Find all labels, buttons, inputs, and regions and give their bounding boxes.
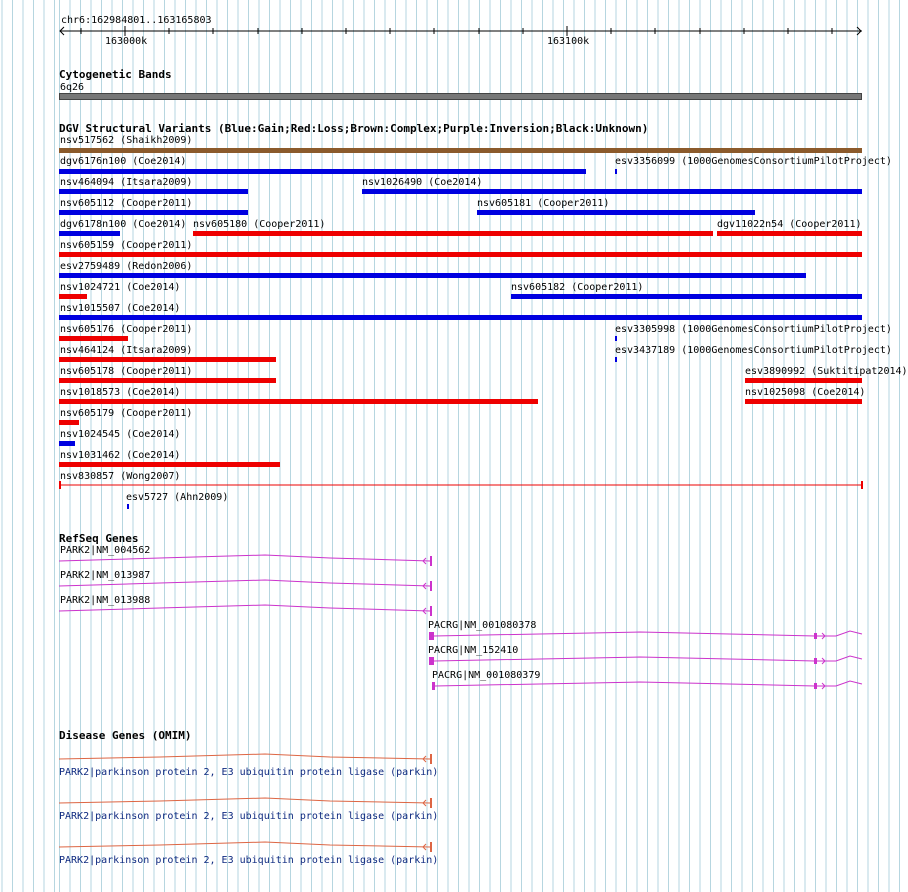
- sv-label: nsv1024721 (Coe2014): [60, 282, 181, 293]
- sv-feature-gain[interactable]: [615, 336, 617, 341]
- sv-label: nsv517562 (Shaikh2009): [60, 135, 193, 146]
- sv-feature-loss[interactable]: [59, 357, 276, 362]
- gene-model-park2-nm013987: [59, 580, 431, 591]
- cyto-track-title[interactable]: Cytogenetic Bands: [59, 68, 172, 81]
- sv-feature-loss[interactable]: [717, 231, 862, 236]
- sv-label: nsv605179 (Cooper2011): [60, 408, 193, 419]
- sv-feature-gain[interactable]: [127, 504, 129, 509]
- gene-label: PARK2|NM_013988: [60, 595, 151, 606]
- sv-label: nsv605181 (Cooper2011): [477, 198, 610, 209]
- gene-model-pacrg-nm152410: [429, 656, 862, 665]
- sv-label: nsv605180 (Cooper2011): [193, 219, 326, 230]
- sv-feature-loss[interactable]: [193, 231, 713, 236]
- sv-label: nsv605178 (Cooper2011): [60, 366, 193, 377]
- sv-label: nsv605112 (Cooper2011): [60, 198, 193, 209]
- sv-label: nsv830857 (Wong2007): [60, 471, 181, 482]
- sv-feature-gain[interactable]: [59, 315, 862, 320]
- sv-feature-gain[interactable]: [59, 189, 248, 194]
- sv-feature-loss[interactable]: [59, 336, 128, 341]
- sv-feature-gain[interactable]: [615, 169, 617, 174]
- sv-label: nsv1018573 (Coe2014): [60, 387, 181, 398]
- ruler-scale[interactable]: [0, 0, 890, 60]
- sv-label: esv3356099 (1000GenomesConsortiumPilotProject): [615, 156, 892, 167]
- sv-feature-complex[interactable]: [59, 148, 862, 153]
- sv-label: nsv605182 (Cooper2011): [511, 282, 644, 293]
- locus-label: chr6:162984801..163165803: [61, 15, 212, 26]
- sv-feature-gain[interactable]: [59, 231, 120, 236]
- gene-label: PARK2|NM_013987: [60, 570, 151, 581]
- gene-label: PACRG|NM_001080379: [432, 670, 541, 681]
- sv-label: esv2759489 (Redon2006): [60, 261, 193, 272]
- sv-feature-gain[interactable]: [59, 273, 806, 278]
- omim-gene-label[interactable]: PARK2|parkinson protein 2, E3 ubiquitin protein ligase (parkin): [59, 811, 439, 822]
- sv-feature-loss[interactable]: [59, 462, 280, 467]
- sv-label: nsv1025098 (Coe2014): [745, 387, 866, 398]
- sv-feature-loss[interactable]: [59, 378, 276, 383]
- sv-feature-gain[interactable]: [511, 294, 862, 299]
- sv-feature-gain[interactable]: [59, 169, 586, 174]
- sv-label: esv3437189 (1000GenomesConsortiumPilotProject): [615, 345, 892, 356]
- omim-feature-park2: [59, 842, 431, 852]
- sv-feature-gain[interactable]: [477, 210, 755, 215]
- gene-model-park2-nm013988: [59, 605, 431, 616]
- omim-gene-label[interactable]: PARK2|parkinson protein 2, E3 ubiquitin protein ligase (parkin): [59, 855, 439, 866]
- sv-label: dgv6176n100 (Coe2014): [60, 156, 187, 167]
- dgv-track-title[interactable]: DGV Structural Variants (Blue:Gain;Red:Loss;Brown:Complex;Purple:Inversion;Black:Unknown): [59, 122, 649, 135]
- sv-label: nsv1031462 (Coe2014): [60, 450, 181, 461]
- sv-feature-gain[interactable]: [59, 210, 248, 215]
- sv-label: esv3305998 (1000GenomesConsortiumPilotProject): [615, 324, 892, 335]
- sv-feature-loss[interactable]: [59, 420, 79, 425]
- sv-feature-loss[interactable]: [59, 399, 538, 404]
- sv-label: nsv605159 (Cooper2011): [60, 240, 193, 251]
- gene-model-park2-nm004562: [59, 555, 431, 566]
- sv-label: nsv1024545 (Coe2014): [60, 429, 181, 440]
- ruler-tick-label: 163100k: [547, 36, 590, 47]
- cyto-band[interactable]: [59, 93, 862, 100]
- ruler-tick-label: 163000k: [105, 36, 148, 47]
- sv-label: esv5727 (Ahn2009): [126, 492, 229, 503]
- sv-feature-loss[interactable]: [745, 378, 862, 383]
- sv-label: nsv464124 (Itsara2009): [60, 345, 193, 356]
- omim-track-title[interactable]: Disease Genes (OMIM): [59, 729, 192, 742]
- sv-label: nsv605176 (Cooper2011): [60, 324, 193, 335]
- gene-label: PACRG|NM_001080378: [428, 620, 537, 631]
- sv-feature-loss[interactable]: [59, 252, 862, 257]
- gene-label: PARK2|NM_004562: [60, 545, 151, 556]
- sv-feature-loss-line[interactable]: [59, 481, 864, 489]
- gene-label: PACRG|NM_152410: [428, 645, 519, 656]
- gene-model-pacrg-nm001080378: [429, 631, 862, 640]
- sv-label: dgv11022n54 (Cooper2011): [717, 219, 862, 230]
- omim-feature-park2: [59, 754, 431, 764]
- sv-feature-gain[interactable]: [615, 357, 617, 362]
- sv-label: nsv464094 (Itsara2009): [60, 177, 193, 188]
- cyto-band-label: 6q26: [60, 82, 85, 93]
- sv-label: nsv1026490 (Coe2014): [362, 177, 483, 188]
- sv-label: dgv6178n100 (Coe2014): [60, 219, 187, 230]
- sv-feature-loss[interactable]: [745, 399, 862, 404]
- omim-feature-park2: [59, 798, 431, 808]
- gene-model-pacrg-nm001080379: [432, 681, 862, 690]
- sv-feature-loss[interactable]: [59, 294, 87, 299]
- omim-gene-label[interactable]: PARK2|parkinson protein 2, E3 ubiquitin protein ligase (parkin): [59, 767, 439, 778]
- sv-label: esv3890992 (Suktitipat2014): [745, 366, 908, 377]
- sv-feature-gain[interactable]: [362, 189, 862, 194]
- sv-feature-gain[interactable]: [59, 441, 75, 446]
- sv-label: nsv1015507 (Coe2014): [60, 303, 181, 314]
- refseq-track-title[interactable]: RefSeq Genes: [59, 532, 139, 545]
